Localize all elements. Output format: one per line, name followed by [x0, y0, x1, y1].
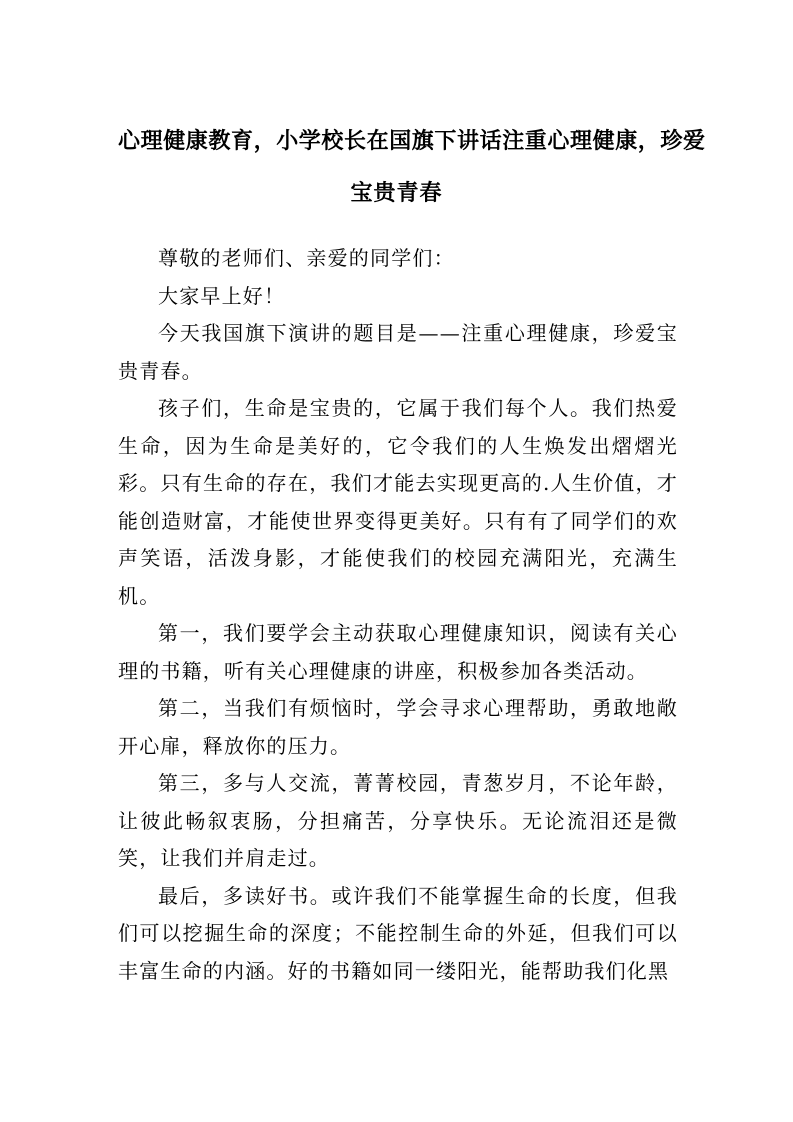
- document-title-line-2: 宝贵青春: [350, 181, 443, 206]
- salutation-paragraph: 尊敬的老师们、亲爱的同学们：: [158, 246, 455, 270]
- document-body: [118, 240, 678, 990]
- document-title-line-1: 心理健康教育，小学校长在国旗下讲话注重心理健康，珍爱: [118, 129, 706, 154]
- last-point-paragraph: 最后，多读好书。或许我们不能掌握生命的长度，但我们可以挖掘生命的深度；不能控制生命的外延，但我们可以丰富生命的内涵。好的书籍如同一缕阳光，能帮助我们化黑: [118, 883, 678, 983]
- first-point-paragraph: 第一，我们要学会主动获取心理健康知识，阅读有关心理的书籍，听有关心理健康的讲座，积极参加各类活动。: [118, 621, 678, 683]
- greeting-paragraph: 大家早上好！: [158, 283, 286, 308]
- topic-paragraph: 今天我国旗下演讲的题目是——注重心理健康，珍爱宝贵青春。: [118, 321, 678, 383]
- life-paragraph: 孩子们，生命是宝贵的，它属于我们每个人。我们热爱生命，因为生命是美好的，它令我们的人生焕发出熠熠光彩。只有生命的存在，我们才能去实现更高的.人生价值，才能创造财富，才能使世界变得更美好。只有有了同学们的欢声笑语，活泼身影，才能使我们的校园充满阳光，充满生机。: [118, 396, 678, 608]
- second-point-paragraph: 第二，当我们有烦恼时，学会寻求心理帮助，勇敢地敞开心扉，释放你的压力。: [118, 696, 678, 758]
- third-point-paragraph: 第三，多与人交流，菁菁校园，青葱岁月，不论年龄，让彼此畅叙衷肠，分担痛苦，分享快乐。无论流泪还是微笑，让我们并肩走过。: [118, 771, 678, 870]
